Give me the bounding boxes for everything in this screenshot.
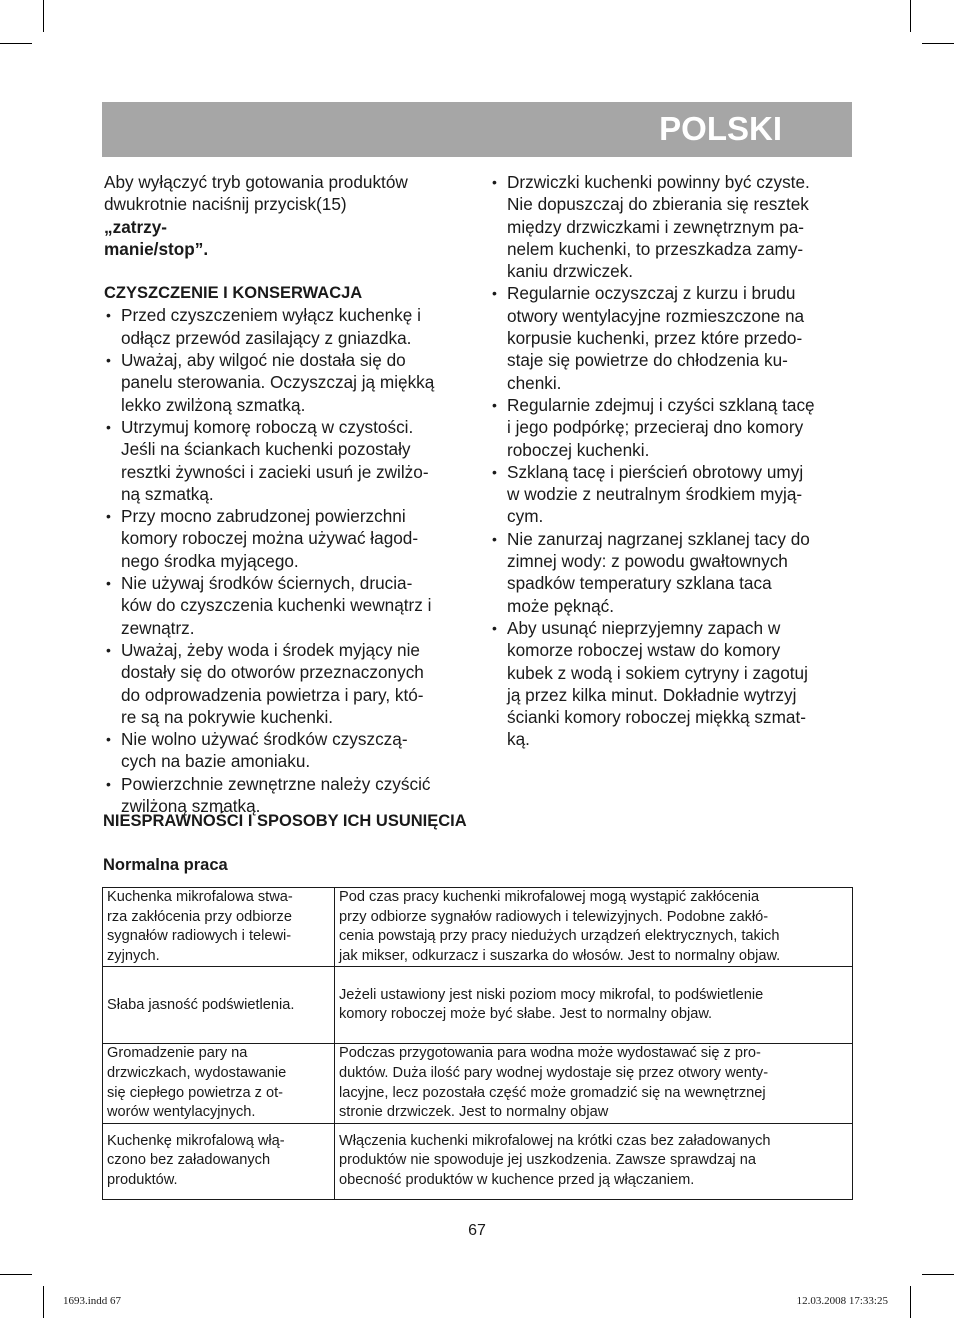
footer-date-info: 12.03.2008 17:33:25 [796,1295,888,1307]
list-item-line: • Powierzchnie zewnętrzne należy czyścić [121,773,431,794]
language-header-bar [102,102,852,157]
cell-line: produktów nie spowoduje jej uszkodzenia. Zawsze sprawdzaj na [339,1152,756,1169]
explanation-cell [335,967,853,1044]
crop-mark [43,1286,44,1318]
list-item-line: cym. [507,506,544,527]
crop-mark [922,1274,954,1275]
cell-line: się ciepłego powietrza z ot- [107,1084,284,1101]
cell-line: Słaba jasność podświetlenia. [107,996,295,1013]
faults-section-title: NIESPRAWNOŚCI I SPOSOBY ICH USUNIĘCIA [103,812,467,830]
list-item-line: kubek z wodą i sokiem cytryny i zagotuj [507,662,808,683]
list-item-line: panelu sterowania. Oczyszczaj ją miękką [121,372,435,393]
intro-line: Aby wyłączyć tryb gotowania produktów [104,172,408,192]
cleaning-list-left [104,304,469,817]
list-item [104,639,469,728]
list-item [104,349,469,416]
footer-file-info: 1693.indd 67 [63,1295,122,1307]
cell-line: stronie drzwiczek. Jest to normalny objaw [339,1104,609,1121]
list-item-line: może pęknąć. [507,595,615,616]
list-item [490,461,852,528]
cell-line: Włączenia kuchenki mikrofalowej na krótki czas bez załadowanych [339,1132,771,1149]
table-row [103,1044,853,1123]
list-item-line: chenki. [507,372,562,393]
cell-line: Kuchenkę mikrofalową włą- [107,1132,285,1149]
list-item-line: • Szklaną tacę i pierścień obrotowy umyj [507,461,804,482]
cell-line: sygnałów radiowych i telewi- [107,928,292,945]
cell-line: przy odbiorze sygnałów radiowych i telewizyjnych. Podobne zakłó- [339,908,769,925]
right-column [490,171,852,751]
cell-line: komory roboczej może być słabe. Jest to normalny objaw. [339,1006,713,1023]
cell-line: duktów. Duża ilość pary wodnej wydostaje się przez otwory wenty- [339,1064,769,1081]
intro-line-text: dwukrotnie naciśnij przycisk(15) [104,194,347,215]
list-item [104,572,469,639]
list-item-line: • Aby usunąć nieprzyjemny zapach w [507,617,781,638]
list-item-line: • Utrzymuj komorę roboczą w czystości. [121,416,414,437]
list-item [490,171,852,282]
faults-table [102,887,853,1200]
cleaning-list-right [490,171,852,751]
list-item-line: • Przed czyszczeniem wyłącz kuchenkę i [121,305,421,326]
crop-mark [0,43,32,44]
list-item-line: dostały się do otworów przeznaczonych [121,662,424,683]
cell-line: obecność produktów w kuchence przed ją włączaniem. [339,1172,695,1189]
table-row [103,1123,853,1199]
list-item-line: lekko zwilżoną szmatką. [121,394,306,415]
list-item-line: • Drzwiczki kuchenki powinny być czyste. [507,172,810,192]
list-item-line: w wodzie z neutralnym środkiem myją- [507,484,803,505]
left-column [104,171,469,817]
list-item-line: ścianki komory roboczej miękką szmat- [507,707,806,728]
list-item-line: • Regularnie zdejmuj i czyści szklaną tacę [507,394,815,415]
list-item [490,282,852,393]
symptom-cell [103,888,335,967]
list-item [490,528,852,617]
list-item-line: zwilżoną szmatką. [121,796,261,817]
list-item-line: • Regularnie oczyszczaj z kurzu i brudu [507,283,796,304]
symptom-cell [103,967,335,1044]
cell-line: Podczas przygotowania para wodna może wydostawać się z pro- [339,1045,761,1062]
list-item-line: ją przez kilka minut. Dokładnie wytrzyj [507,684,797,705]
list-item-line: • Przy mocno zabrudzonej powierzchni [121,506,406,527]
normal-operation-subtitle: Normalna praca [103,856,228,874]
list-item-line: do odprowadzenia powietrza i pary, któ- [121,684,424,705]
cell-line: jak mikser, odkurzacz i suszarka do włosów. Jest to normalny objaw. [339,947,781,964]
list-item-line: ką. [507,729,530,750]
list-item-line: cych na bazie amoniaku. [121,751,311,772]
intro-paragraph [104,171,469,260]
cell-line: Pod czas pracy kuchenki mikrofalowej mogą wystąpić zakłócenia [339,889,760,905]
cell-line: zyjnych. [107,947,160,964]
explanation-cell [335,888,853,967]
list-item-line: • Uważaj, aby wilgoć nie dostała się do [121,350,406,371]
language-title: POLSKI [659,110,782,147]
crop-mark [910,1286,911,1318]
explanation-cell [335,1123,853,1199]
table-row [103,967,853,1044]
cell-line: Gromadzenie pary na [107,1045,248,1062]
list-item [490,617,852,751]
cell-line: czono bez załadowanych [107,1152,271,1169]
list-item-line: • Nie wolno używać środków czyszczą- [121,729,408,750]
list-item-line: nego środka myjącego. [121,550,299,571]
intro-bold: manie/stop”. [104,238,209,259]
intro-bold: „zatrzy- [104,216,168,237]
crop-mark [43,0,44,32]
list-item-line: • Nie używaj środków ściernych, drucia- [121,573,413,594]
list-item [490,394,852,461]
list-item-line: staje się powietrze do chłodzenia ku- [507,350,788,371]
list-item [104,728,469,773]
list-item-line: ków do czyszczenia kuchenki wewnątrz i [121,595,432,616]
list-item-line: komory roboczej można używać łagod- [121,528,419,549]
list-item [104,773,469,818]
cell-line: lacyjne, lecz pozostała część może gromadzić się na wewnętrznej [339,1084,766,1101]
list-item-line: i jego podpórkę; przecieraj dno komory [507,417,804,438]
cell-line: rza zakłócenia przy odbiorze [107,908,292,925]
list-item-line: • Uważaj, żeby woda i środek myjący nie [121,639,420,660]
crop-mark [910,0,911,32]
intro-line [104,238,469,260]
list-item-line: komorze roboczej wstaw do komory [507,640,781,661]
list-item [104,304,469,349]
list-item-line: nelem kuchenki, to przeszkadza zamy- [507,238,804,259]
list-item-line: Nie dopuszczaj do zbierania się resztek [507,194,809,215]
intro-line [104,193,469,238]
list-item-line: spadków temperatury szklana taca [507,573,772,594]
crop-mark [0,1274,32,1275]
cell-line: Kuchenka mikrofalowa stwa- [107,889,293,905]
cell-line: Jeżeli ustawiony jest niski poziom mocy mikrofal, to podświetlenie [339,986,764,1003]
list-item [104,416,469,505]
crop-mark [922,43,954,44]
table-row [103,888,853,967]
list-item-line: Jeśli na ściankach kuchenki pozostały [121,439,411,460]
page-number: 67 [468,1222,486,1239]
list-item-line: roboczej kuchenki. [507,439,650,460]
cell-line: cenia powstają przy pracy niedużych urządzeń elektrycznych, takich [339,928,780,945]
list-item [104,505,469,572]
list-item-line: • Nie zanurzaj nagrzanej szklanej tacy do [507,528,810,549]
cell-line: produktów. [107,1172,178,1189]
list-item-line: między drzwiczkami i zewnętrznym pa- [507,216,805,237]
list-item-line: zewnątrz. [121,617,195,638]
cell-line: worów wentylacyjnych. [107,1104,256,1121]
list-item-line: korpusie kuchenki, przez które przedo- [507,328,803,349]
list-item-line: otwory wentylacyjne rozmieszczone na [507,305,805,326]
explanation-cell [335,1044,853,1123]
list-item-line: ną szmatką. [121,483,214,504]
list-item-line: re są na pokrywie kuchenki. [121,706,334,727]
symptom-cell [103,1044,335,1123]
cleaning-section-title: CZYSZCZENIE I KONSERWACJA [104,284,363,303]
list-item-line: odłącz przewód zasilający z gniazdka. [121,327,412,348]
list-item-line: resztki żywności i zacieki usuń je zwilżo- [121,461,429,482]
list-item-line: zimnej wody: z powodu gwałtownych [507,551,788,572]
symptom-cell [103,1123,335,1199]
cell-line: drzwiczkach, wydostawanie [107,1064,287,1081]
list-item-line: kaniu drzwiczek. [507,261,634,282]
